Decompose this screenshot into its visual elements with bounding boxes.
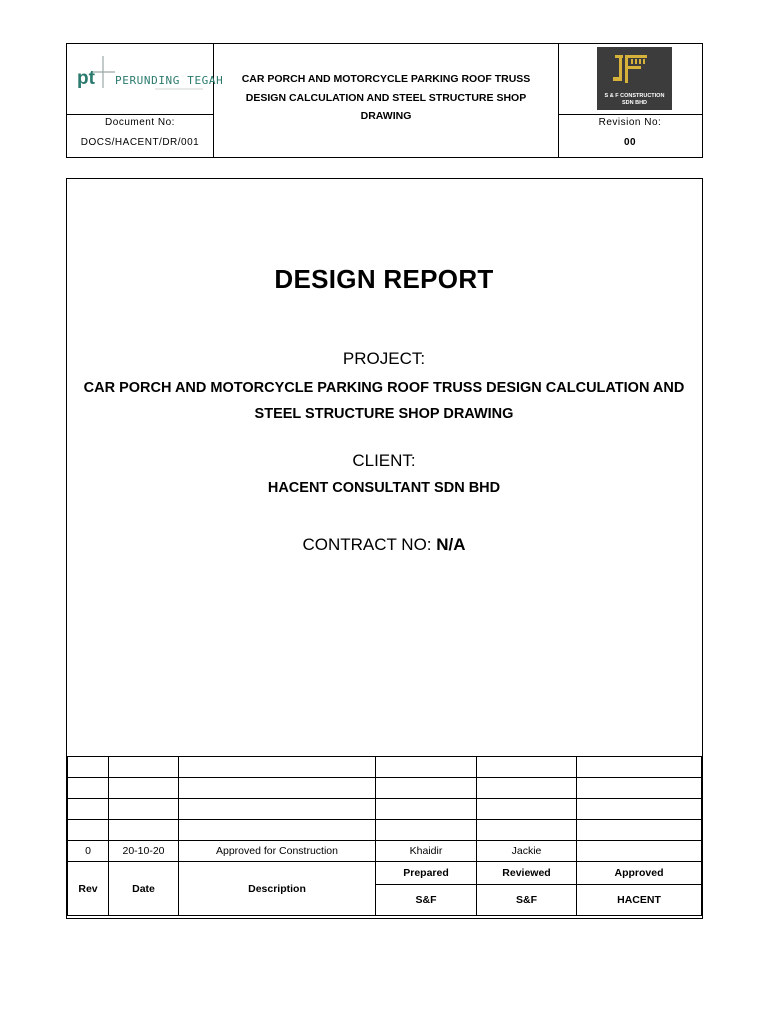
document-no-value: DOCS/HACENT/DR/001 [80,137,200,148]
project-name [67,375,701,427]
project-name-line-2: STEEL STRUCTURE SHOP DRAWING [254,406,514,422]
client-label: CLIENT: [352,451,416,470]
approved-party: HACENT [577,885,702,916]
project-name-line-1: CAR PORCH AND MOTORCYCLE PARKING ROOF TRUSS DESIGN CALCULATION AND [83,380,685,396]
reviewed-by-cell: Jackie [477,841,577,862]
revision-no-value: 00 [623,137,637,148]
report-title: DESIGN REPORT [274,264,494,294]
logo-mark-pt: pt [77,68,95,89]
document-no-label: Document No: [105,117,175,128]
perunding-tegah-logo [75,54,224,94]
table-row [68,820,702,841]
header-title-line-1: CAR PORCH AND MOTORCYCLE PARKING ROOF TRUSS [241,73,531,85]
prepared-header: Prepared [376,862,477,885]
rev-header: Rev [68,862,109,916]
description-header: Description [179,862,376,916]
client-name: HACENT CONSULTANT SDN BHD [267,480,501,496]
approved-by-cell [577,841,702,862]
revision-table [67,756,702,916]
document-header [66,43,703,158]
contract-no [67,535,701,555]
header-title-line-2: DESIGN CALCULATION AND STEEL STRUCTURE SHOP [245,91,527,104]
header-title-line-3: DRAWING [360,110,412,122]
header-title [214,70,558,126]
contract-no-label: CONTRACT NO: [302,535,432,554]
prepared-party: S&F [376,885,477,916]
logo-company-name: PERUNDING TEGAH [115,74,224,87]
revision-no-label: Revision No: [598,117,662,128]
header-divider-logo-right [558,114,702,115]
header-divider-logo-left [67,114,213,115]
rev-cell: 0 [68,841,109,862]
table-row-revision-0 [68,841,702,862]
project-label: PROJECT: [342,349,426,368]
description-cell: Approved for Construction [179,841,376,862]
prepared-by-cell: Khaidir [376,841,477,862]
table-row [68,799,702,820]
date-header: Date [109,862,179,916]
reviewed-header: Reviewed [477,862,577,885]
logo-right-line-2: SDN BHD [621,100,648,106]
sf-construction-logo [597,47,672,110]
table-header-row [68,862,702,885]
logo-right-line-1: S & F CONSTRUCTION [604,93,665,99]
contract-no-value: N/A [436,535,466,554]
table-row [68,757,702,778]
reviewed-party: S&F [477,885,577,916]
date-cell: 20-10-20 [109,841,179,862]
table-row [68,778,702,799]
report-cover [66,178,703,919]
approved-header: Approved [577,862,702,885]
